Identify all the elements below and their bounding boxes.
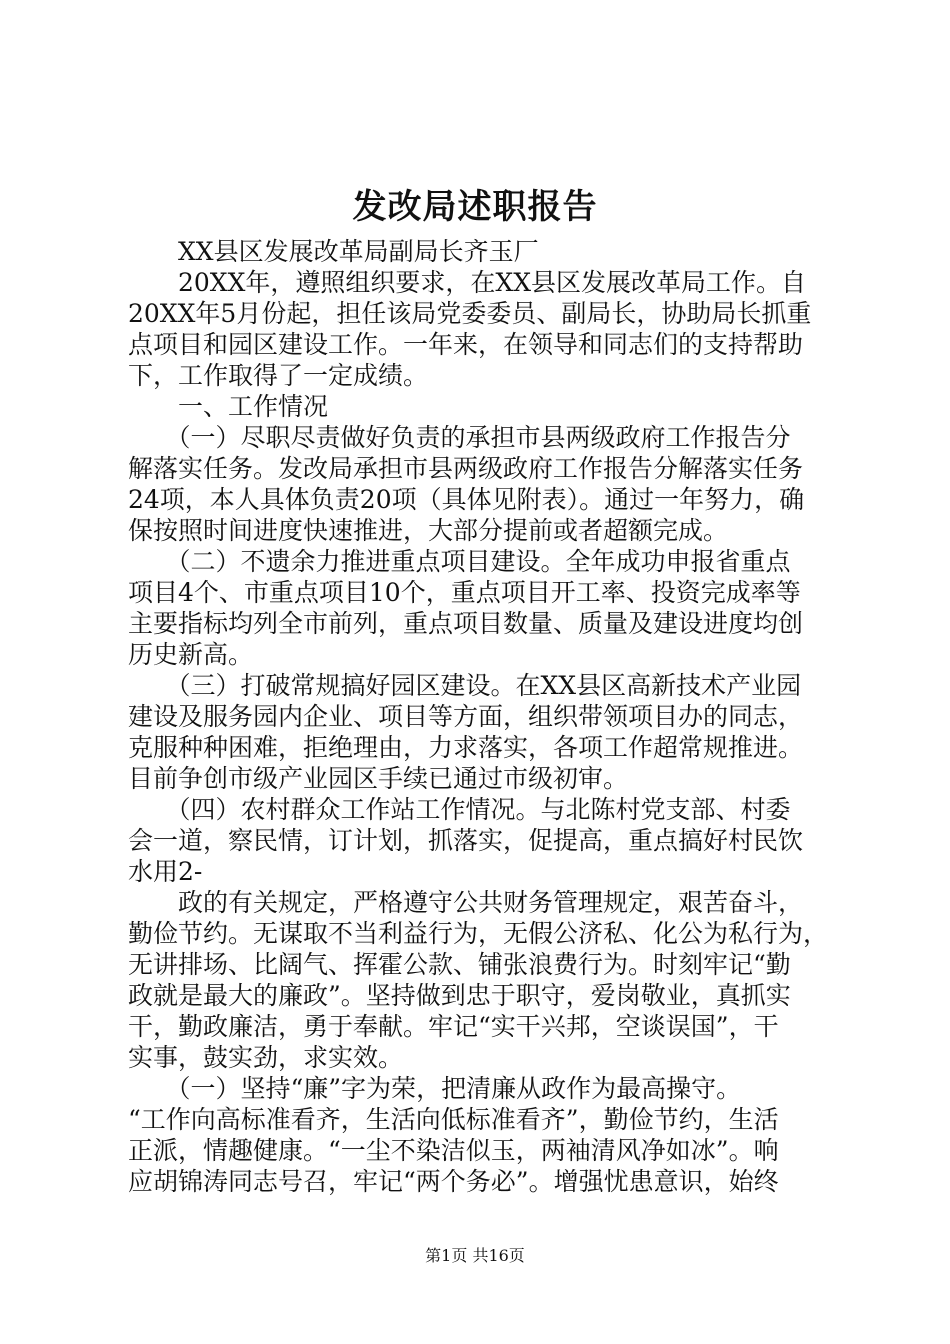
body-line: 无讲排场、比阔气、挥霍公款、铺张浪费行为。时刻牢记“勤: [128, 950, 791, 979]
body-line: 20XX年5月份起，担任该局党委委员、副局长，协助局长抓重: [128, 299, 812, 328]
body-line: 政就是最大的廉政”。坚持做到忠于职守，爱岗敬业，真抓实: [128, 981, 791, 1010]
body-line: 项目4个、市重点项目10个，重点项目开工率、投资完成率等: [128, 578, 801, 607]
body-line: （一）坚持“廉”字为荣，把清廉从政作为最高操守。: [128, 1074, 742, 1103]
body-line: 解落实任务。发改局承担市县两级政府工作报告分解落实任务: [128, 454, 804, 483]
body-line: 历史新高。: [128, 640, 254, 669]
body-line: 会一道，察民情，订计划，抓落实，促提高，重点搞好村民饮: [128, 826, 804, 855]
body-line: 勤俭节约。无谋取不当利益行为，无假公济私、化公为私行为，: [128, 919, 828, 948]
body-line: 24项，本人具体负责20项（具体见附表）。通过一年努力，确: [128, 485, 805, 514]
body-line: “工作向高标准看齐，生活向低标准看齐”，勤俭节约，生活: [128, 1105, 779, 1134]
body-line: 主要指标均列全市前列，重点项目数量、质量及建设进度均创: [128, 609, 804, 638]
body-line: 下，工作取得了一定成绩。: [128, 361, 429, 390]
body-line: （一）尽职尽责做好负责的承担市县两级政府工作报告分: [128, 423, 791, 452]
body-line: 点项目和园区建设工作。一年来，在领导和同志们的支持帮助: [128, 330, 804, 359]
page-footer: 第1页 共16页: [425, 1246, 525, 1265]
body-line: 实事，鼓实劲，求实效。: [128, 1043, 404, 1072]
body-line: 水用2-: [128, 857, 203, 886]
body-line: （四）农村群众工作站工作情况。与北陈村党支部、村委: [128, 795, 791, 824]
body-line: （二）不遗余力推进重点项目建设。全年成功申报省重点: [128, 547, 791, 576]
body-line: XX县区发展改革局副局长齐玉厂: [128, 237, 539, 266]
body-line: 保按照时间进度快速推进，大部分提前或者超额完成。: [128, 516, 729, 545]
body-line: 建设及服务园内企业、项目等方面，组织带领项目办的同志，: [128, 702, 804, 731]
body-line: 一、工作情况: [128, 392, 329, 421]
body-line: 正派，情趣健康。“一尘不染洁似玉，两袖清风净如冰”。响: [128, 1136, 779, 1165]
body-line: （三）打破常规搞好园区建设。在XX县区高新技术产业园: [128, 671, 802, 700]
body-line: 克服种种困难，拒绝理由，力求落实，各项工作超常规推进。: [128, 733, 804, 762]
body-line: 20XX年，遵照组织要求，在XX县区发展改革局工作。自: [128, 268, 807, 297]
body-line: 政的有关规定，严格遵守公共财务管理规定，艰苦奋斗，: [128, 888, 804, 917]
body-line: 干，勤政廉洁，勇于奉献。牢记“实干兴邦，空谈误国”，干: [128, 1012, 779, 1041]
document-body: [128, 236, 828, 1197]
body-line: 应胡锦涛同志号召，牢记“两个务必”。增强忧患意识，始终: [128, 1167, 779, 1196]
document-title: 发改局述职报告: [352, 187, 598, 227]
body-line: 目前争创市级产业园区手续已通过市级初审。: [128, 764, 629, 793]
